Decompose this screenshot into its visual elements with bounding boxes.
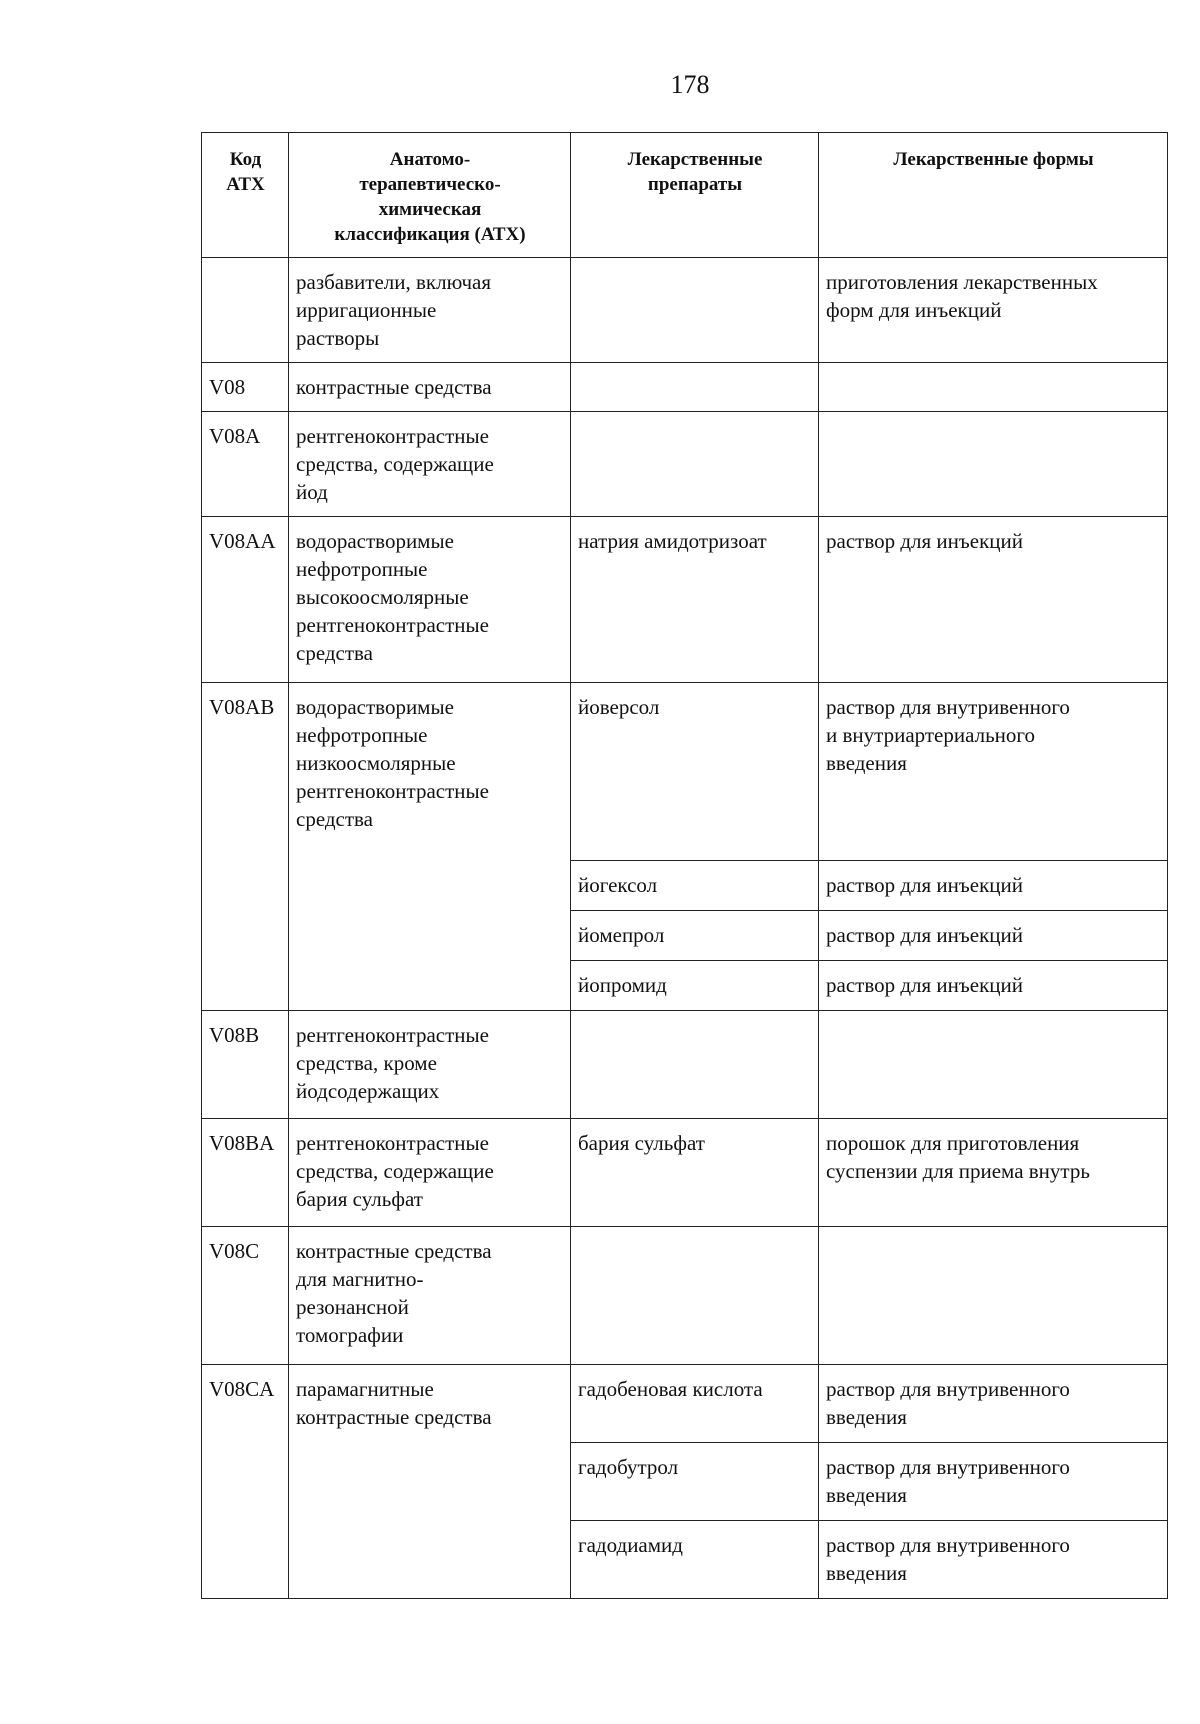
form-cell: раствор для внутривенного введения bbox=[819, 1443, 1168, 1521]
table-row bbox=[202, 363, 1168, 412]
code-cell: V08C bbox=[202, 1227, 289, 1365]
classification-cell: водорастворимые нефротропные высокоосмолярные рентгеноконтрастные средства bbox=[289, 517, 571, 683]
page-number: 178 bbox=[670, 70, 710, 99]
table-header-row bbox=[202, 133, 1168, 258]
code-cell: V08B bbox=[202, 1011, 289, 1119]
classification-cell: рентгеноконтрастные средства, содержащие бария сульфат bbox=[289, 1119, 571, 1227]
atx-drug-table bbox=[201, 132, 1168, 1599]
drug-cell bbox=[571, 412, 819, 517]
drug-cell bbox=[571, 258, 819, 363]
drug-cell: бария сульфат bbox=[571, 1119, 819, 1227]
form-cell: раствор для инъекций bbox=[819, 961, 1168, 1011]
classification-cell: рентгеноконтрастные средства, содержащие йод bbox=[289, 412, 571, 517]
table-row bbox=[202, 683, 1168, 861]
drug-cell: гадобутрол bbox=[571, 1443, 819, 1521]
classification-cell: рентгеноконтрастные средства, кроме йодсодержащих bbox=[289, 1011, 571, 1119]
classification-cell: водорастворимые нефротропные низкоосмолярные рентгеноконтрастные средства bbox=[289, 683, 571, 1011]
drug-cell: гадодиамид bbox=[571, 1521, 819, 1599]
code-cell: V08 bbox=[202, 363, 289, 412]
code-cell: V08BA bbox=[202, 1119, 289, 1227]
code-cell: V08AA bbox=[202, 517, 289, 683]
table-row bbox=[202, 1011, 1168, 1119]
form-cell bbox=[819, 1227, 1168, 1365]
form-cell: раствор для внутривенного и внутриартериального введения bbox=[819, 683, 1168, 861]
form-cell: порошок для приготовления суспензии для приема внутрь bbox=[819, 1119, 1168, 1227]
form-cell bbox=[819, 412, 1168, 517]
code-cell bbox=[202, 258, 289, 363]
form-cell: раствор для инъекций bbox=[819, 861, 1168, 911]
form-cell: раствор для внутривенного введения bbox=[819, 1521, 1168, 1599]
table-row bbox=[202, 412, 1168, 517]
header-code: Код АТХ bbox=[202, 133, 289, 258]
table-row bbox=[202, 1365, 1168, 1443]
drug-cell: йогексол bbox=[571, 861, 819, 911]
classification-cell: контрастные средства bbox=[289, 363, 571, 412]
code-cell: V08AB bbox=[202, 683, 289, 1011]
form-cell: раствор для инъекций bbox=[819, 517, 1168, 683]
form-cell bbox=[819, 1011, 1168, 1119]
drug-cell bbox=[571, 363, 819, 412]
drug-cell: натрия амидотризоат bbox=[571, 517, 819, 683]
header-dosage-forms: Лекарственные формы bbox=[819, 133, 1168, 258]
form-cell: раствор для инъекций bbox=[819, 911, 1168, 961]
form-cell bbox=[819, 363, 1168, 412]
drug-cell bbox=[571, 1227, 819, 1365]
drug-cell bbox=[571, 1011, 819, 1119]
classification-cell: контрастные средства для магнитно- резонансной томографии bbox=[289, 1227, 571, 1365]
code-cell: V08CA bbox=[202, 1365, 289, 1599]
code-cell: V08A bbox=[202, 412, 289, 517]
drug-cell: йопромид bbox=[571, 961, 819, 1011]
drug-cell: йоверсол bbox=[571, 683, 819, 861]
classification-cell: парамагнитные контрастные средства bbox=[289, 1365, 571, 1599]
table-row bbox=[202, 1227, 1168, 1365]
header-drugs: Лекарственные препараты bbox=[571, 133, 819, 258]
form-cell: приготовления лекарственных форм для инъекций bbox=[819, 258, 1168, 363]
drug-cell: йомепрол bbox=[571, 911, 819, 961]
table-row bbox=[202, 517, 1168, 683]
header-classification: Анатомо- терапевтическо- химическая классификация (АТХ) bbox=[289, 133, 571, 258]
table-row bbox=[202, 1119, 1168, 1227]
classification-cell: разбавители, включая ирригационные растворы bbox=[289, 258, 571, 363]
drug-cell: гадобеновая кислота bbox=[571, 1365, 819, 1443]
form-cell: раствор для внутривенного введения bbox=[819, 1365, 1168, 1443]
table-row bbox=[202, 258, 1168, 363]
